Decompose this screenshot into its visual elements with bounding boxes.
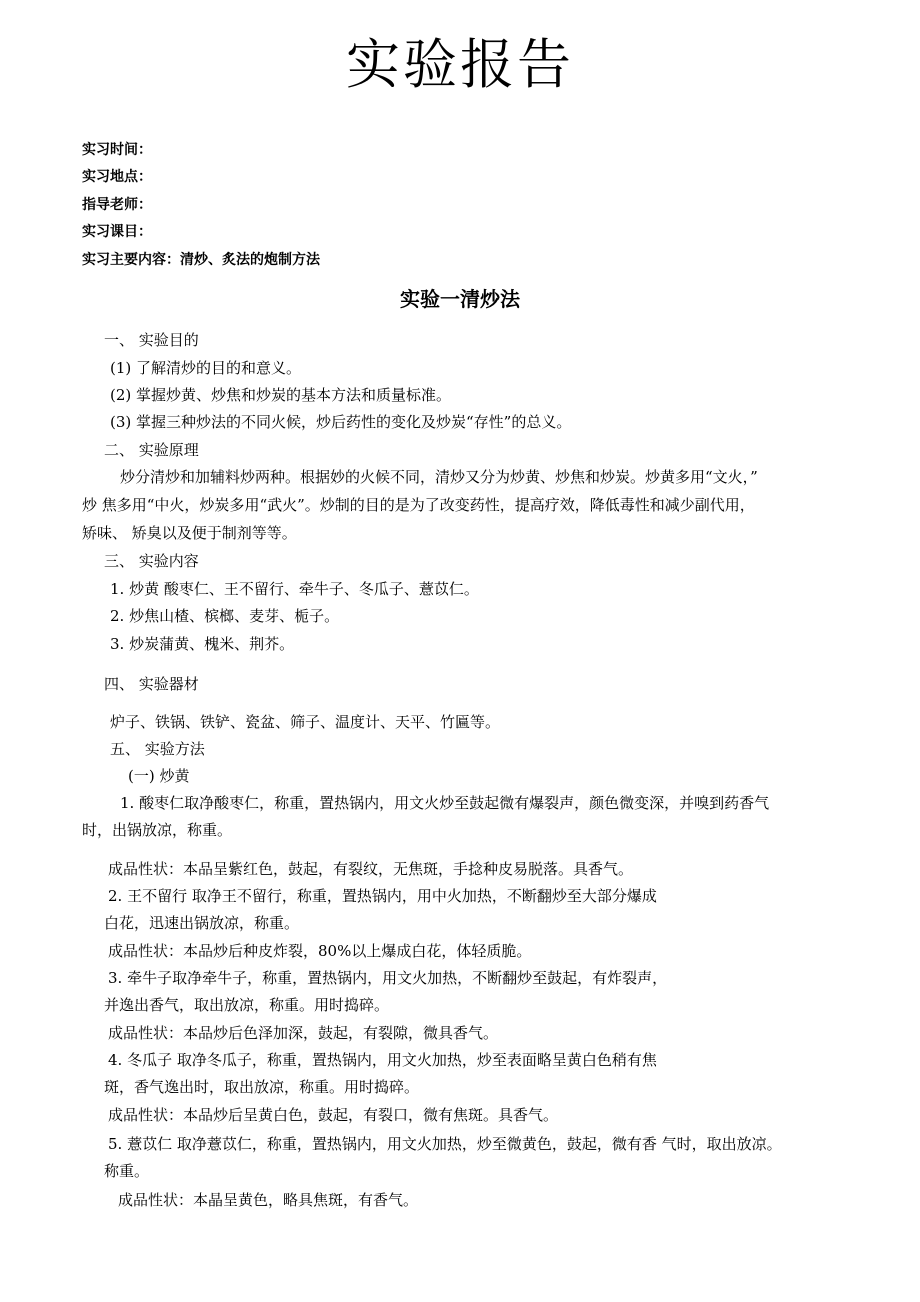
paragraph-line: 5. 薏苡仁 取净薏苡仁，称重，置热锅内，用文火加热，炒至微黄色，鼓起，微有香 气时，取出放凉。 — [108, 1135, 782, 1153]
info-teacher: 指导老师： — [82, 197, 152, 213]
paragraph-line: 炒 焦多用“中火，炒炭多用“武火”。炒制的目的是为了改变药性，提高疗效，降低毒性和减少副代用， — [82, 496, 755, 514]
section-heading: 三、 实验内容 — [104, 552, 199, 570]
page-title: 实验报告 — [346, 33, 574, 96]
paragraph-line: 白花，迅速出锅放凉，称重。 — [104, 914, 300, 932]
paragraph-line: 并逸出香气，取出放凉，称重。用时捣碎。 — [104, 996, 390, 1014]
info-content: 实习主要内容：清炒、炙法的炮制方法 — [82, 252, 320, 268]
section-subtitle: 实验一清炒法 — [400, 287, 520, 311]
paragraph-line: 成品性状：本品炒后种皮炸裂，80%以上爆成白花，体轻质脆。 — [108, 942, 532, 960]
list-item: 3. 炒炭蒲黄、槐米、荆芥。 — [110, 635, 295, 653]
list-item: (3) 掌握三种炒法的不同火候，炒后药性的变化及炒炭“存性”的总义。 — [110, 413, 572, 431]
section-heading: 五、 实验方法 — [110, 740, 205, 758]
paragraph-line: 成品性状：本品炒后呈黄白色，鼓起，有裂口，微有焦斑。具香气。 — [108, 1106, 559, 1124]
paragraph-line: 2. 王不留行 取净王不留行，称重，置热锅内，用中火加热，不断翻炒至大部分爆成 — [108, 887, 657, 905]
paragraph-line: 时，出锅放凉，称重。 — [82, 821, 233, 839]
paragraph-line: 3. 牵牛子取净牵牛子，称重，置热锅内，用文火加热，不断翻炒至鼓起，有炸裂声， — [108, 969, 668, 987]
paragraph-line: 成品性状：本品炒后色泽加深，鼓起，有裂隙，微具香气。 — [108, 1024, 499, 1042]
info-course: 实习课目： — [82, 224, 152, 240]
paragraph-line: 称重。 — [104, 1162, 150, 1180]
list-item: (1) 了解清炒的目的和意义。 — [110, 359, 302, 377]
paragraph-line: 矫味、 矫臭以及便于制剂等等。 — [82, 524, 297, 542]
info-place: 实习地点： — [82, 169, 152, 185]
list-item: (2) 掌握炒黄、炒焦和炒炭的基本方法和质量标准。 — [110, 386, 452, 404]
list-item: 2. 炒焦山楂、槟榔、麦芽、栀子。 — [110, 607, 340, 625]
paragraph-line: 4. 冬瓜子 取净冬瓜子，称重，置热锅内，用文火加热，炒至表面略呈黄白色稍有焦 — [108, 1051, 657, 1069]
section-heading: 一、 实验目的 — [104, 331, 199, 349]
subsection-heading: (一) 炒黄 — [128, 767, 190, 785]
paragraph-line: 成品性状：本晶呈黄色，略具焦斑，有香气。 — [118, 1191, 419, 1209]
paragraph-line: 炒分清炒和加辅料炒两种。根据妙的火候不同，清炒又分为炒黄、炒焦和炒炭。炒黄多用“文火，” — [120, 468, 758, 486]
paragraph-line: 1. 酸枣仁取净酸枣仁，称重，置热锅内，用文火炒至鼓起微有爆裂声，颜色微变深，并嗅到药香气 — [120, 794, 770, 812]
paragraph-line: 炉子、铁锅、铁铲、瓷盆、筛子、温度计、天平、竹匾等。 — [110, 713, 501, 731]
section-heading: 二、 实验原理 — [104, 441, 199, 459]
paragraph-line: 成品性状：本品呈紫红色，鼓起，有裂纹，无焦斑，手捻种皮易脱落。具香气。 — [108, 860, 634, 878]
list-item: 1. 炒黄 酸枣仁、王不留行、牵牛子、冬瓜子、薏苡仁。 — [110, 580, 479, 598]
info-time: 实习时间： — [82, 142, 152, 158]
section-heading: 四、 实验器材 — [104, 675, 199, 693]
paragraph-line: 斑，香气逸出时，取出放凉，称重。用时捣碎。 — [104, 1078, 420, 1096]
